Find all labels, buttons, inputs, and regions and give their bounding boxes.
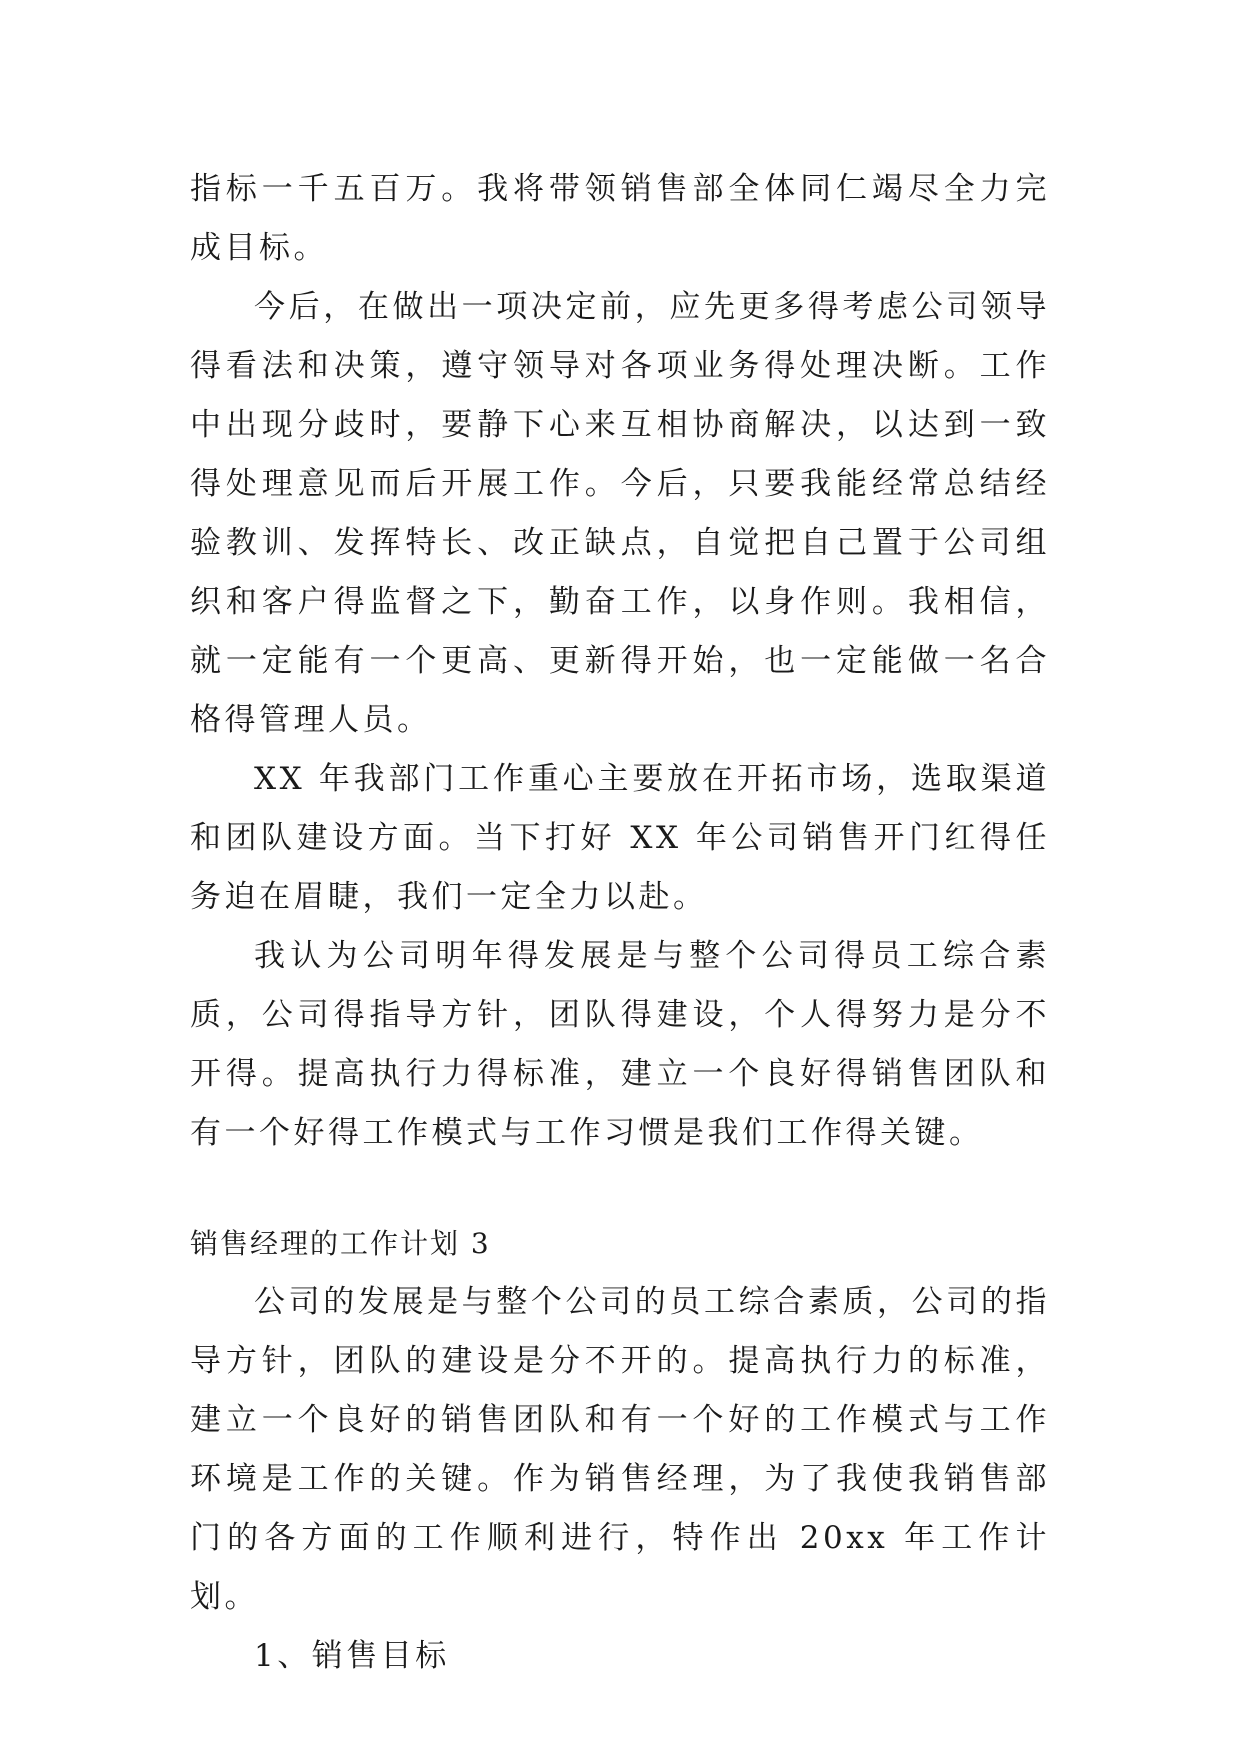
section-title: 销售经理的工作计划 3 xyxy=(190,1227,491,1260)
paragraph-5: 公司的发展是与整个公司的员工综合素质，公司的指导方针，团队的建设是分不开的。提高执行力的标准，建立一个良好的销售团队和有一个好的工作模式与工作环境是工作的关键。作为销售经理，为了我使我销售部门的各方面的工作顺利进行，特作出 20xx 年工作计划。 xyxy=(190,1284,1050,1615)
paragraph-2: 今后，在做出一项决定前，应先更多得考虑公司领导得看法和决策，遵守领导对各项业务得处理决断。工作中出现分歧时，要静下心来互相协商解决，以达到一致得处理意见而后开展工作。今后，只要我能经常总结经验教训、发挥特长、改正缺点，自觉把自己置于公司组织和客户得监督之下，勤奋工作，以身作则。我相信，就一定能有一个更高、更新得开始，也一定能做一名合格得管理人员。 xyxy=(190,289,1050,738)
subitem-heading: 1、销售目标 xyxy=(254,1638,450,1674)
paragraph-1: 指标一千五百万。我将带领销售部全体同仁竭尽全力完成目标。 xyxy=(190,171,1050,266)
paragraph-3: XX 年我部门工作重心主要放在开拓市场，选取渠道和团队建设方面。当下打好 XX 年公司销售开门红得任务迫在眉睫，我们一定全力以赴。 xyxy=(190,761,1050,915)
document-body xyxy=(190,160,1050,1686)
paragraph-4: 我认为公司明年得发展是与整个公司得员工综合素质，公司得指导方针，团队得建设，个人得努力是分不开得。提高执行力得标准，建立一个良好得销售团队和有一个好得工作模式与工作习惯是我们工作得关键。 xyxy=(190,938,1050,1151)
